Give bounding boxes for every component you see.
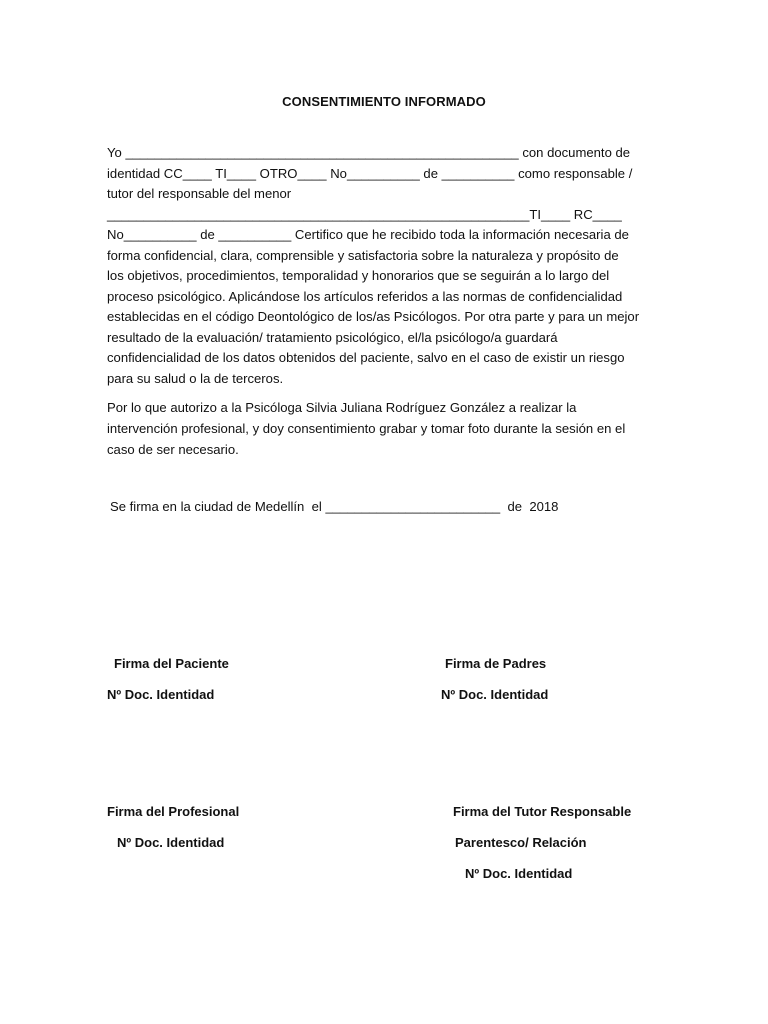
text-line: resultado de la evaluación/ tratamiento psicológico, el/la psicólogo/a guardará bbox=[107, 329, 558, 345]
text-line: forma confidencial, clara, comprensible y satisfactoria sobre la naturaleza y propósito de bbox=[107, 247, 619, 263]
tutor-relation-label: Parentesco/ Relación bbox=[455, 835, 587, 850]
parents-id-label: Nº Doc. Identidad bbox=[441, 687, 549, 702]
text-line: caso de ser necesario. bbox=[107, 442, 239, 457]
patient-id-label: Nº Doc. Identidad bbox=[107, 687, 215, 702]
text-line: identidad CC____ TI____ OTRO____ No__________ de __________ como responsable / bbox=[107, 165, 633, 181]
text-line: tutor del responsable del menor bbox=[107, 186, 292, 201]
text-line: Yo ______________________________________________________ con documento de bbox=[107, 145, 631, 160]
text-line: intervención profesional, y doy consentimiento grabar y tomar foto durante la sesión en el bbox=[107, 421, 626, 436]
text-line: No__________ de __________ Certifico que he recibido toda la información necesaria de bbox=[107, 227, 629, 242]
text-line: __________________________________________________________TI____ RC____ bbox=[107, 206, 622, 222]
tutor-signature-label: Firma del Tutor Responsable bbox=[453, 804, 632, 819]
text-line: Por lo que autorizo a la Psicóloga Silvia Juliana Rodríguez González a realizar la bbox=[107, 400, 577, 415]
consent-paragraph bbox=[107, 143, 663, 389]
parents-signature-label: Firma de Padres bbox=[445, 656, 547, 671]
text-line: confidencialidad de los datos obtenidos del paciente, salvo en el caso de existir un riesgo bbox=[107, 350, 625, 365]
text-line: proceso psicológico. Aplicándose los artículos referidos a las normas de confidencialidad bbox=[107, 288, 623, 304]
authorization-paragraph bbox=[107, 397, 663, 460]
document-title: CONSENTIMIENTO INFORMADO bbox=[282, 94, 486, 109]
text-line: para su salud o la de terceros. bbox=[107, 370, 284, 386]
sign-place-date: Se firma en la ciudad de Medellín el ________________________ de 2018 bbox=[110, 499, 559, 514]
professional-signature-label: Firma del Profesional bbox=[107, 804, 240, 819]
patient-signature-label: Firma del Paciente bbox=[114, 656, 229, 671]
professional-id-label: Nº Doc. Identidad bbox=[117, 835, 225, 850]
tutor-id-label: Nº Doc. Identidad bbox=[465, 866, 573, 881]
text-line: establecidas en el código Deontológico de los/as Psicólogos. Por otra parte y para un mejor bbox=[107, 309, 640, 324]
text-line: los objetivos, procedimientos, temporalidad y honorarios que se seguirán a lo largo del bbox=[107, 268, 610, 283]
